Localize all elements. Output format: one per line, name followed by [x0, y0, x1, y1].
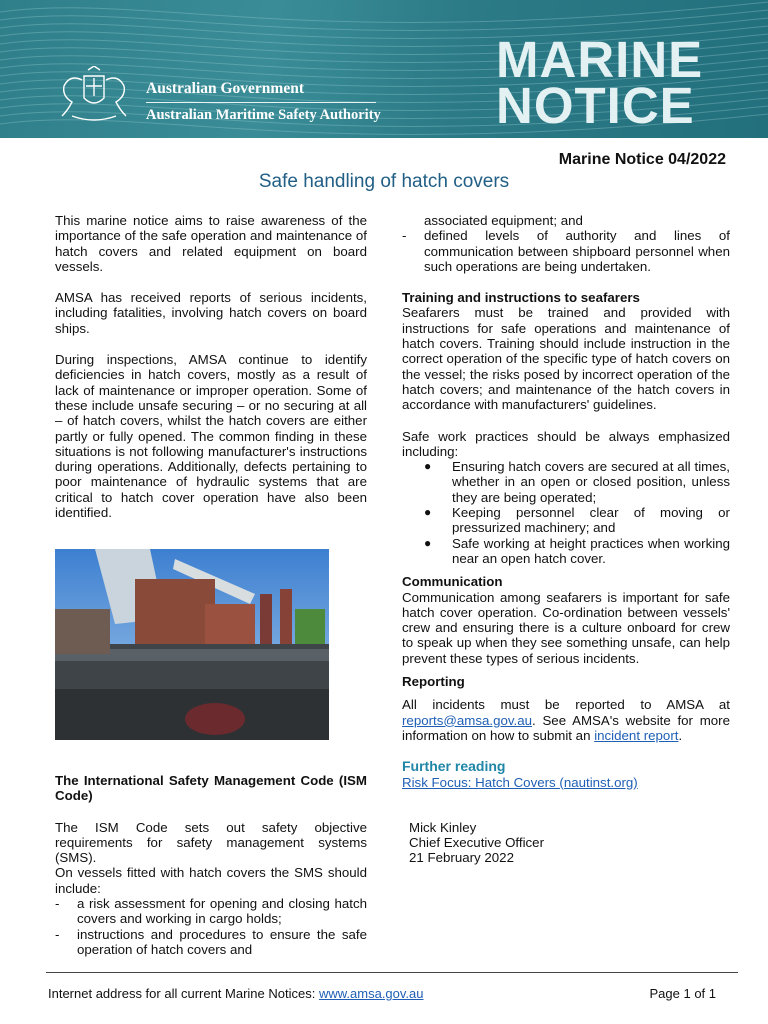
page-title: Safe handling of hatch covers	[258, 171, 510, 192]
ism-heading: The International Safety Management Code (ISM Code)	[55, 773, 367, 804]
notice-number: Marine Notice 04/2022	[558, 151, 726, 168]
agency-name: Australian Maritime Safety Authority	[146, 107, 381, 123]
incident-report-link[interactable]: incident report	[594, 727, 679, 743]
hatch-cover-photo	[55, 549, 329, 740]
sms-intro: On vessels fitted with hatch covers the SMS should include:	[55, 865, 367, 896]
communication-paragraph: Communication among seafarers is important for safe hatch cover operation. Co-ordination between vessels' crew and ensuring there is a culture onboard for crew to speak up when they see something unsafe, can help prevent these types of serious incidents.	[402, 589, 730, 666]
header-banner	[0, 0, 768, 138]
page-number: Page 1 of 1	[649, 986, 716, 1001]
left-column	[55, 213, 367, 520]
reporting-heading: Reporting	[402, 674, 465, 690]
risk-focus-link[interactable]: Risk Focus: Hatch Covers (nautinst.org)	[402, 774, 638, 790]
reporting-paragraph: All incidents must be reported to AMSA at reports@amsa.gov.au. See AMSA's website for more information on how to submit an incident report.	[402, 697, 730, 743]
list-item: - a risk assessment for opening and closing hatch covers and working in cargo holds;	[55, 896, 367, 927]
gov-divider	[146, 102, 376, 103]
gov-name: Australian Government	[146, 80, 305, 97]
signatory-name: Mick Kinley	[409, 819, 477, 835]
ism-paragraph: The ISM Code sets out safety objective requirements for safety management systems (SMS).	[55, 819, 367, 866]
ism-section	[55, 773, 367, 957]
brand-notice: NOTICE	[496, 77, 695, 134]
reports-email-link[interactable]: reports@amsa.gov.au	[402, 712, 533, 728]
list-item: ● Ensuring hatch covers are secured at all times, whether in an open or closed position, unless they are being operated;	[424, 459, 730, 505]
incidents-paragraph: AMSA has received reports of serious incidents, including fatalities, involving hatch covers on board ships.	[55, 290, 367, 336]
list-item: - instructions and procedures to ensure the safe operation of hatch covers and	[55, 926, 367, 957]
sms-list-continued	[402, 213, 730, 274]
inspections-paragraph: During inspections, AMSA continue to identify deficiencies in hatch covers, mostly as a result of lack of maintenance or improper operation. Some of these include unsafe securing – or no securing at all – of hatch covers, whilst the hatch covers are either partly or fully opened. The common finding in these situations is not following manufacturer's instructions during operations. Additionally, defects pertaining to poor maintenance of hydraulic systems that are critical to hatch cover operation have also been identified.	[55, 352, 367, 521]
footer-text: Internet address for all current Marine Notices: www.amsa.gov.au	[48, 986, 424, 1001]
coat-of-arms-icon	[52, 66, 136, 124]
communication-heading: Communication	[402, 574, 503, 590]
training-paragraph: Seafarers must be trained and provided with instructions for safe operations and maintenance of hatch covers. Training should include instruction in the correct operation of the specific type of hatch covers on the vessel; the risks posed by incorrect operation of the hatch covers; and maintenance of the hatch covers in accordance with manufacturers' guidelines.	[402, 305, 730, 413]
list-item: ● Safe working at height practices when working near an open hatch cover.	[424, 535, 730, 566]
footer-divider	[46, 972, 738, 973]
further-reading-heading: Further reading	[402, 758, 506, 775]
brand-marine: MARINE	[496, 31, 704, 88]
training-heading: Training and instructions to seafarers	[402, 290, 640, 306]
list-item: - defined levels of authority and lines of communication between shipboard personnel when such operations are being undertaken.	[402, 228, 730, 274]
notice-date: 21 February 2022	[409, 850, 514, 866]
sms-list	[55, 896, 367, 957]
ship-deck-image	[55, 549, 329, 740]
amsa-website-link[interactable]: www.amsa.gov.au	[318, 986, 424, 1001]
safe-work-list	[402, 459, 730, 566]
right-column	[402, 213, 730, 866]
list-item: ● Keeping personnel clear of moving or pressurized machinery; and	[424, 505, 730, 536]
safe-work-intro: Safe work practices should be always emphasized including:	[402, 428, 730, 459]
list-item-continued: associated equipment; and	[424, 213, 583, 228]
signatory-title: Chief Executive Officer	[409, 835, 544, 851]
intro-paragraph: This marine notice aims to raise awareness of the importance of the safe operation and maintenance of hatch covers and related equipment on board vessels.	[55, 213, 367, 274]
